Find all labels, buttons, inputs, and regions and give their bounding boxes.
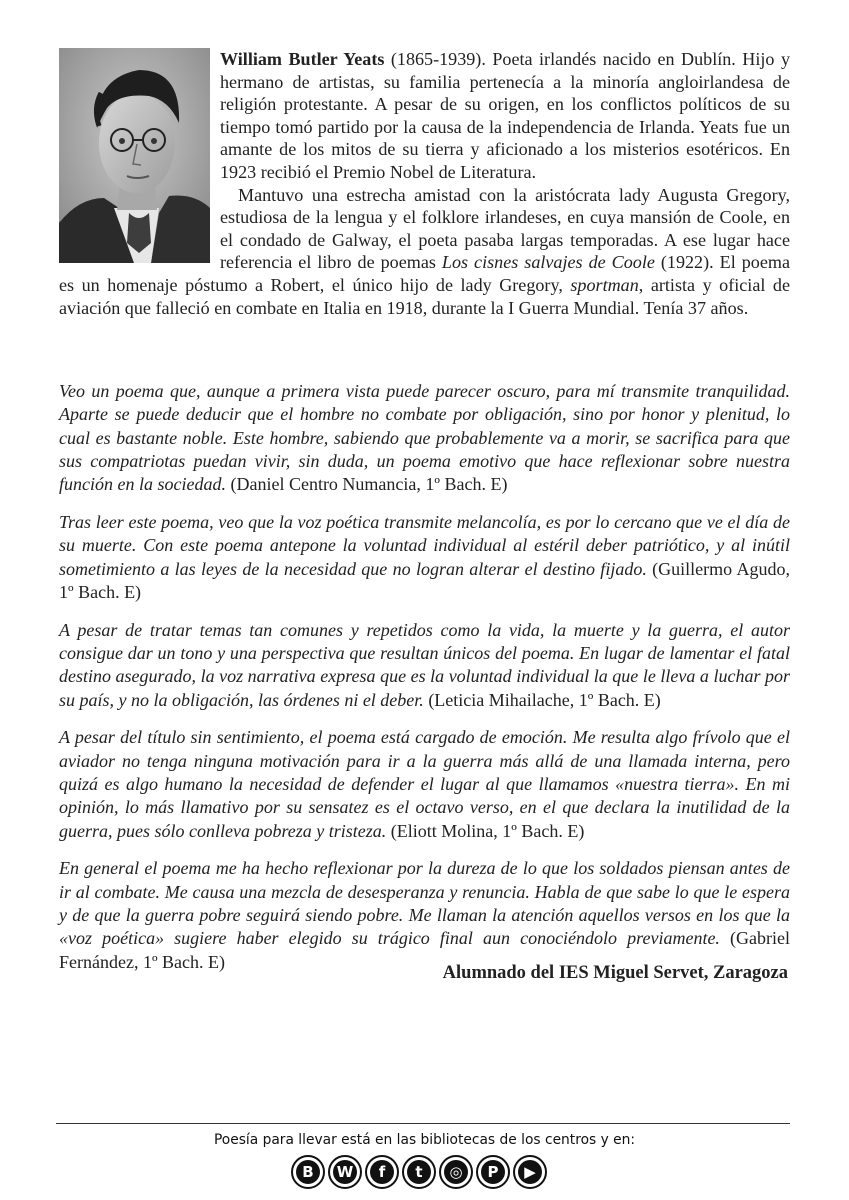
comment-paragraph	[59, 857, 790, 973]
bio-paragraph-2-text-a: Mantuvo una estrecha amistad con la aristócrata lady Augusta Gregory, estudiosa de la lengua y el folklore irlandeses, en cuya mansión de Coole, en el condado de Galway, el poeta pasaba largas temporadas. A ese lugar hace referencia el libro de poemas	[220, 184, 790, 273]
wordpress-glyph: W	[333, 1160, 357, 1184]
twitter-glyph: t	[407, 1160, 431, 1184]
pinterest-glyph: P	[481, 1160, 505, 1184]
comment-paragraph	[59, 726, 790, 842]
blogger-glyph: B	[296, 1160, 320, 1184]
pinterest-icon[interactable]	[476, 1155, 510, 1189]
comment-author: (Daniel Centro Numancia, 1º Bach. E)	[225, 474, 508, 495]
youtube-icon[interactable]	[513, 1155, 547, 1189]
comment-author: (Guillermo Agudo, 1º Bach. E)	[59, 558, 790, 602]
student-comments	[59, 380, 790, 988]
instagram-glyph: ◎	[444, 1160, 468, 1184]
comment-text: En general el poema me ha hecho reflexionar por la dureza de lo que los soldados piensan antes de ir al combate. Me causa una mezcla de desesperanza y renuncia. Habla de que sabe lo que le espera y de que la guerra pobre seguirá siendo pobre. Me llaman la atención aquellos versos en los que la «voz poética» sugiere haber elegido su trágico final aun conociéndolo previamente.	[59, 858, 790, 949]
comment-author: (Gabriel Fernández, 1º Bach. E)	[59, 928, 790, 972]
comment-paragraph	[59, 511, 790, 604]
author-name: William Butler Yeats	[220, 49, 385, 69]
youtube-glyph: ▶	[518, 1160, 542, 1184]
school-credit: Alumnado del IES Miguel Servet, Zaragoza	[442, 963, 788, 983]
comment-text: A pesar del título sin sentimiento, el poema está cargado de emoción. Me resulta algo frívolo que el aviador no tenga ninguna motivación para ir a la guerra más allá de una llamada interna, pero quizá es algo humano la necesidad de defender el lugar al que llamamos «nuestra tierra». En mi opinión, lo más llamativo por su sensatez es el octavo verso, en el que declara la inutilidad de la guerra, pues sólo conlleva pobreza y tristeza.	[59, 727, 790, 841]
comment-author: (Leticia Mihailache, 1º Bach. E)	[423, 689, 661, 710]
wordpress-icon[interactable]	[328, 1155, 362, 1189]
comment-paragraph	[59, 380, 790, 496]
facebook-glyph: f	[370, 1160, 394, 1184]
comment-text: Veo un poema que, aunque a primera vista puede parecer oscuro, para mí transmite tranquilidad. Aparte se puede deducir que el hombre no combate por obligación, sino por honor y plenitud, lo cual es bastante noble. Este hombre, sabiendo que probablemente va a morir, se sacrifica para que sus compatriotas puedan vivir, sin duda, un poema emotivo que hace reflexionar sobre nuestra función en la sociedad.	[59, 381, 790, 495]
comment-author: (Eliott Molina, 1º Bach. E)	[386, 820, 585, 841]
footer-text: Poesía para llevar está en las bibliotecas de los centros y en:	[213, 1132, 636, 1148]
twitter-icon[interactable]	[402, 1155, 436, 1189]
book-title: Los cisnes salvajes de Coole	[441, 252, 655, 273]
footer-divider	[56, 1123, 790, 1124]
comment-paragraph	[59, 619, 790, 712]
bio-paragraph-2-text-c: , artista y oficial de aviación que falleció en combate en Italia en 1918, durante la I Guerra Mundial. Tenía 37 años.	[59, 274, 790, 318]
comment-text: A pesar de tratar temas tan comunes y repetidos como la vida, la muerte y la guerra, el autor consigue dar un tono y una perspectiva que resultan únicos del poema. En lugar de lamentar el fatal destino asegurado, la voz narrativa expresa que es la voluntad individual la que le lleva a luchar por su país, y no la obligación, las órdenes ni el deber.	[59, 619, 790, 710]
social-icons	[291, 1155, 561, 1193]
bio-paragraph-1-text: (1865-1939). Poeta irlandés nacido en Dublín. Hijo y hermano de artistas, su familia pertenecía a la minoría angloirlandesa de religión protestante. A pesar de su origen, en los conflictos políticos de su tiempo tomó partido por la causa de la independencia de Irlanda. Yeats fue un amante de los mitos de su tierra y aficionado a los misterios esotéricos. En 1923 recibió el Premio Nobel de Literatura.	[220, 49, 790, 182]
comment-text: Tras leer este poema, veo que la voz poética transmite melancolía, es por lo cercano que ve el día de su muerte. Con este poema antepone la voluntad individual al estéril deber patriótico, y al inútil sometimiento a las leyes de la necesidad que no logran alterar el destino fijado.	[59, 511, 790, 579]
biography-section	[59, 48, 790, 319]
bio-paragraph-2-text-b: (1922). El poema es un homenaje póstumo a Robert, el único hijo de lady Gregory,	[59, 252, 790, 295]
yeats-portrait	[59, 48, 210, 263]
facebook-icon[interactable]	[365, 1155, 399, 1189]
blogger-icon[interactable]	[291, 1155, 325, 1189]
sportman-word: sportman	[570, 274, 639, 295]
instagram-icon[interactable]	[439, 1155, 473, 1189]
